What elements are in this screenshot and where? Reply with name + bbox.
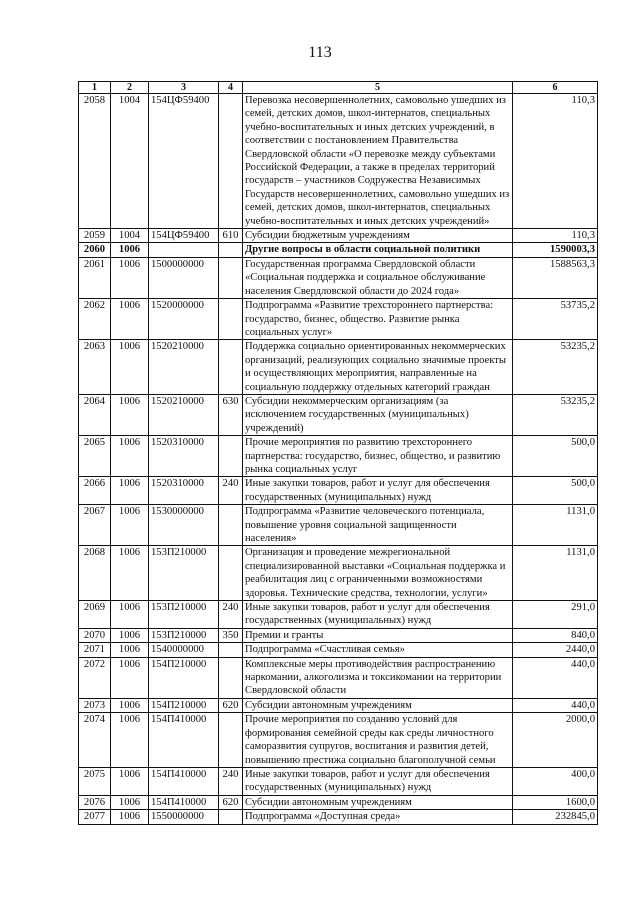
section-code-cell: 1006: [111, 643, 149, 657]
amount-cell: 291,0: [513, 601, 598, 629]
section-code-cell: 1004: [111, 229, 149, 243]
target-code-cell: 1520310000: [149, 477, 219, 505]
row-number-cell: 2061: [79, 257, 111, 298]
amount-cell: 110,3: [513, 229, 598, 243]
row-number-cell: 2068: [79, 546, 111, 601]
target-code-cell: 1520000000: [149, 299, 219, 340]
budget-table: [78, 81, 598, 825]
section-code-cell: 1006: [111, 657, 149, 698]
item-name-cell: Иные закупки товаров, работ и услуг для обеспечения государственных (муниципальных) нужд: [243, 601, 513, 629]
expense-type-cell: [219, 436, 243, 477]
table-row: [79, 436, 598, 477]
table-row: [79, 94, 598, 229]
row-number-cell: 2067: [79, 505, 111, 546]
row-number-cell: 2058: [79, 94, 111, 229]
expense-type-cell: [219, 643, 243, 657]
table-row: [79, 394, 598, 435]
section-code-cell: 1006: [111, 795, 149, 809]
table-row: [79, 477, 598, 505]
amount-cell: 1600,0: [513, 795, 598, 809]
row-number-cell: 2066: [79, 477, 111, 505]
target-code-cell: 1550000000: [149, 810, 219, 824]
row-number-cell: 2060: [79, 243, 111, 257]
section-code-cell: 1006: [111, 713, 149, 768]
table-row: [79, 643, 598, 657]
expense-type-cell: [219, 810, 243, 824]
item-name-cell: Прочие мероприятия по созданию условий для формирования семейной среды как среды личностного саморазвития супругов, воспитания и развития детей, повышению престижа социально благополучной семьи: [243, 713, 513, 768]
item-name-cell: Организация и проведение межрегиональной специализированной выставки «Социальная поддержка и реабилитация лиц с ограниченными возможностями здоровья. Технические средства, технологии, услуги»: [243, 546, 513, 601]
amount-cell: 500,0: [513, 436, 598, 477]
target-code-cell: [149, 243, 219, 257]
table-row: [79, 229, 598, 243]
amount-cell: 440,0: [513, 698, 598, 712]
row-number-cell: 2070: [79, 628, 111, 642]
header-row: [79, 82, 598, 94]
target-code-cell: 153П210000: [149, 546, 219, 601]
row-number-cell: 2074: [79, 713, 111, 768]
expense-type-cell: 240: [219, 601, 243, 629]
expense-type-cell: [219, 94, 243, 229]
section-code-cell: 1006: [111, 698, 149, 712]
amount-cell: 232845,0: [513, 810, 598, 824]
amount-cell: 53235,2: [513, 340, 598, 395]
section-code-cell: 1006: [111, 601, 149, 629]
row-number-cell: 2069: [79, 601, 111, 629]
expense-type-cell: [219, 546, 243, 601]
item-name-cell: Иные закупки товаров, работ и услуг для обеспечения государственных (муниципальных) нужд: [243, 477, 513, 505]
item-name-cell: Поддержка социально ориентированных некоммерческих организаций, реализующих социально значимые проекты и осуществляющих мероприятия, направленные на социальную поддержку отдельных категорий граждан: [243, 340, 513, 395]
amount-cell: 500,0: [513, 477, 598, 505]
section-code-cell: 1006: [111, 299, 149, 340]
row-number-cell: 2065: [79, 436, 111, 477]
target-code-cell: 1520310000: [149, 436, 219, 477]
expense-type-cell: 240: [219, 477, 243, 505]
row-number-cell: 2071: [79, 643, 111, 657]
header-cell: 2: [111, 82, 149, 94]
table-row: [79, 243, 598, 257]
section-code-cell: 1006: [111, 340, 149, 395]
section-code-cell: 1006: [111, 505, 149, 546]
item-name-cell: Подпрограмма «Развитие трехстороннего партнерства: государство, бизнес, общество. Развитие рынка социальных услуг»: [243, 299, 513, 340]
item-name-cell: Иные закупки товаров, работ и услуг для обеспечения государственных (муниципальных) нужд: [243, 767, 513, 795]
page-number: 113: [308, 44, 332, 61]
expense-type-cell: 620: [219, 698, 243, 712]
table-row: [79, 810, 598, 824]
expense-type-cell: 610: [219, 229, 243, 243]
row-number-cell: 2059: [79, 229, 111, 243]
table-row: [79, 628, 598, 642]
target-code-cell: 1530000000: [149, 505, 219, 546]
table-row: [79, 657, 598, 698]
expense-type-cell: [219, 340, 243, 395]
amount-cell: 1590003,3: [513, 243, 598, 257]
item-name-cell: Субсидии некоммерческим организациям (за исключением государственных (муниципальных) учреждений): [243, 394, 513, 435]
header-cell: 5: [243, 82, 513, 94]
amount-cell: 2440,0: [513, 643, 598, 657]
item-name-cell: Другие вопросы в области социальной политики: [243, 243, 513, 257]
amount-cell: 1588563,3: [513, 257, 598, 298]
header-cell: 1: [79, 82, 111, 94]
expense-type-cell: [219, 257, 243, 298]
item-name-cell: Субсидии автономным учреждениям: [243, 698, 513, 712]
item-name-cell: Прочие мероприятия по развитию трехстороннего партнерства: государство, бизнес, общество, и развитию рынка социальных услуг: [243, 436, 513, 477]
target-code-cell: 153П210000: [149, 601, 219, 629]
target-code-cell: 154П410000: [149, 713, 219, 768]
row-number-cell: 2076: [79, 795, 111, 809]
section-code-cell: 1006: [111, 810, 149, 824]
table-row: [79, 257, 598, 298]
amount-cell: 110,3: [513, 94, 598, 229]
section-code-cell: 1006: [111, 243, 149, 257]
target-code-cell: 1500000000: [149, 257, 219, 298]
expense-type-cell: 240: [219, 767, 243, 795]
section-code-cell: 1004: [111, 94, 149, 229]
row-number-cell: 2072: [79, 657, 111, 698]
table-row: [79, 299, 598, 340]
expense-type-cell: 350: [219, 628, 243, 642]
header-cell: 3: [149, 82, 219, 94]
target-code-cell: 153П210000: [149, 628, 219, 642]
header-cell: 4: [219, 82, 243, 94]
expense-type-cell: 620: [219, 795, 243, 809]
table-row: [79, 795, 598, 809]
row-number-cell: 2077: [79, 810, 111, 824]
table-row: [79, 698, 598, 712]
row-number-cell: 2075: [79, 767, 111, 795]
expense-type-cell: [219, 657, 243, 698]
section-code-cell: 1006: [111, 628, 149, 642]
table-row: [79, 340, 598, 395]
amount-cell: 1131,0: [513, 546, 598, 601]
item-name-cell: Комплексные меры противодействия распространению наркомании, алкоголизма и токсикомании на территории Свердловской области: [243, 657, 513, 698]
item-name-cell: Субсидии автономным учреждениям: [243, 795, 513, 809]
table-row: [79, 713, 598, 768]
target-code-cell: 154П410000: [149, 767, 219, 795]
item-name-cell: Перевозка несовершеннолетних, самовольно ушедших из семей, детских домов, школ-интернатов, специальных учебно-воспитательных и иных детских учреждений, в соответствии с постановлением Правительства Свердловской области «О перевозке между субъектами Российской Федерации, а также в пределах территорий государств – участников Содружества Независимых Государств несовершеннолетних, самовольно ушедших из семей, детских домов, школ-интернатов, специальных учебно-воспитательных и иных детских учреждений»: [243, 94, 513, 229]
item-name-cell: Государственная программа Свердловской области «Социальная поддержка и социальное обслуживание населения Свердловской области до 2024 года»: [243, 257, 513, 298]
target-code-cell: 154ЦФ59400: [149, 94, 219, 229]
section-code-cell: 1006: [111, 436, 149, 477]
row-number-cell: 2063: [79, 340, 111, 395]
target-code-cell: 1540000000: [149, 643, 219, 657]
target-code-cell: 154П210000: [149, 698, 219, 712]
section-code-cell: 1006: [111, 546, 149, 601]
target-code-cell: 1520210000: [149, 340, 219, 395]
item-name-cell: Подпрограмма «Развитие человеческого потенциала, повышение уровня социальной защищенности населения»: [243, 505, 513, 546]
row-number-cell: 2064: [79, 394, 111, 435]
item-name-cell: Подпрограмма «Счастливая семья»: [243, 643, 513, 657]
section-code-cell: 1006: [111, 477, 149, 505]
amount-cell: 1131,0: [513, 505, 598, 546]
table-row: [79, 767, 598, 795]
expense-type-cell: 630: [219, 394, 243, 435]
target-code-cell: 154ЦФ59400: [149, 229, 219, 243]
amount-cell: 440,0: [513, 657, 598, 698]
table-row: [79, 601, 598, 629]
amount-cell: 53735,2: [513, 299, 598, 340]
table-row: [79, 546, 598, 601]
amount-cell: 2000,0: [513, 713, 598, 768]
row-number-cell: 2073: [79, 698, 111, 712]
section-code-cell: 1006: [111, 767, 149, 795]
expense-type-cell: [219, 713, 243, 768]
target-code-cell: 154П410000: [149, 795, 219, 809]
expense-type-cell: [219, 243, 243, 257]
amount-cell: 53235,2: [513, 394, 598, 435]
amount-cell: 840,0: [513, 628, 598, 642]
section-code-cell: 1006: [111, 394, 149, 435]
target-code-cell: 1520210000: [149, 394, 219, 435]
section-code-cell: 1006: [111, 257, 149, 298]
item-name-cell: Премии и гранты: [243, 628, 513, 642]
table-row: [79, 505, 598, 546]
item-name-cell: Субсидии бюджетным учреждениям: [243, 229, 513, 243]
amount-cell: 400,0: [513, 767, 598, 795]
expense-type-cell: [219, 505, 243, 546]
target-code-cell: 154П210000: [149, 657, 219, 698]
expense-type-cell: [219, 299, 243, 340]
row-number-cell: 2062: [79, 299, 111, 340]
item-name-cell: Подпрограмма «Доступная среда»: [243, 810, 513, 824]
header-cell: 6: [513, 82, 598, 94]
